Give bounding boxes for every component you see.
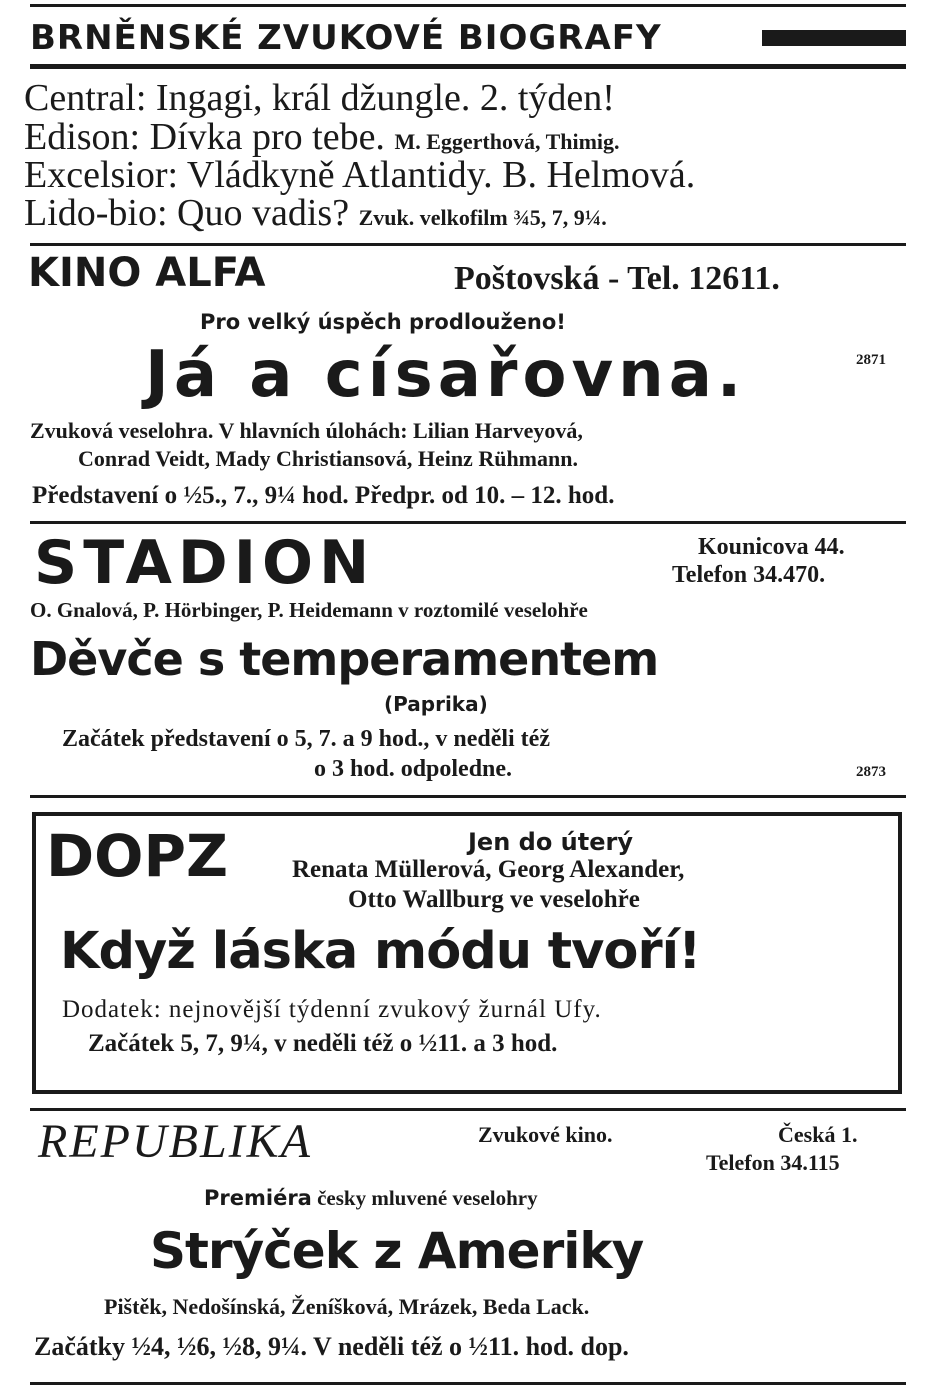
listing-text: Ingagi, král džungle. 2. týden!	[155, 77, 615, 119]
republika-film-title: Strýček z Ameriky	[150, 1222, 644, 1280]
alfa-cast-line: Zvuková veselohra. V hlavních úlohách: Lilian Harveyová,	[30, 418, 583, 443]
listing-text: Dívka pro tebe.	[149, 116, 385, 158]
header-bar-ornament	[762, 30, 906, 46]
republika-name: REPUBLIKA	[38, 1115, 312, 1168]
stadion-cast: O. Gnalová, P. Hörbinger, P. Heidemann v roztomilé veselohře	[30, 598, 588, 622]
stadion-subtitle: (Paprika)	[384, 692, 488, 716]
listing-row	[24, 76, 615, 120]
republika-premiere	[204, 1186, 538, 1211]
republika-times: Začátky ½4, ½6, ½8, 9¼. V neděli též o ½11. hod. dop.	[34, 1332, 629, 1361]
listing-cinema: Lido-bio:	[24, 192, 168, 234]
alfa-name: KINO ALFA	[28, 250, 266, 296]
alfa-notice: Pro velký úspěch prodlouženo!	[200, 310, 566, 334]
alfa-cast-line: Conrad Veidt, Mady Christiansová, Heinz Rühmann.	[78, 446, 578, 471]
dopz-film-title: Když láska módu tvoří!	[60, 922, 701, 981]
dopz-until: Jen do úterý	[468, 828, 633, 856]
republika-type: Zvukové kino.	[478, 1122, 613, 1147]
republika-address: Česká 1.	[778, 1122, 858, 1147]
alfa-film-title: Já a císařovna.	[145, 338, 747, 412]
stadion-times: o 3 hod. odpoledne.	[314, 756, 513, 782]
alfa-ref-number: 2871	[856, 352, 886, 368]
stadion-address: Kounicova 44.	[698, 534, 845, 560]
listing-cinema: Excelsior:	[24, 154, 179, 196]
stadion-ref-number: 2873	[856, 764, 886, 780]
dopz-addition: Dodatek: nejnovější týdenní zvukový žurnál Ufy.	[62, 996, 602, 1023]
listing-extra: M. Eggerthová, Thimig.	[394, 129, 620, 154]
dopz-cast-line: Otto Wallburg ve veselohře	[348, 886, 640, 913]
republika-phone: Telefon 34.115	[706, 1150, 840, 1175]
alfa-address: Poštovská - Tel. 12611.	[454, 260, 780, 297]
stadion-times: Začátek představení o 5, 7. a 9 hod., v neděli též	[62, 726, 550, 752]
section-rule	[30, 795, 906, 798]
premiere-label: Premiéra	[204, 1186, 312, 1210]
listing-extra: Zvuk. velkofilm ¾5, 7, 9¼.	[358, 205, 607, 230]
listing-cinema: Central:	[24, 77, 147, 119]
listing-cinema: Edison:	[24, 116, 141, 158]
republika-cast: Pištěk, Nedošínská, Ženíšková, Mrázek, Beda Lack.	[104, 1294, 590, 1319]
premiere-rest: česky mluvené veselohry	[317, 1186, 538, 1210]
dopz-cast-line: Renata Müllerová, Georg Alexander,	[292, 856, 685, 883]
stadion-name: STADION	[34, 528, 376, 598]
top-rule	[30, 4, 906, 7]
section-rule	[30, 243, 906, 246]
header-rule	[30, 64, 906, 69]
listing-text: Quo vadis?	[177, 192, 350, 234]
dopz-name: DOPZ	[46, 822, 229, 890]
listing-row	[24, 191, 607, 235]
stadion-phone: Telefon 34.470.	[672, 562, 826, 588]
stadion-film-title: Děvče s temperamentem	[30, 632, 659, 686]
dopz-times: Začátek 5, 7, 9¼, v neděli též o ½11. a 3 hod.	[88, 1030, 558, 1057]
section-rule	[30, 1108, 906, 1111]
header-title: BRNĚNSKÉ ZVUKOVÉ BIOGRAFY	[30, 18, 662, 58]
listing-text: Vládkyně Atlantidy. B. Helmová.	[186, 154, 696, 196]
section-rule	[30, 521, 906, 524]
alfa-times: Představení o ½5., 7., 9¼ hod. Předpr. od 10. – 12. hod.	[32, 482, 615, 509]
bottom-rule	[30, 1382, 906, 1385]
